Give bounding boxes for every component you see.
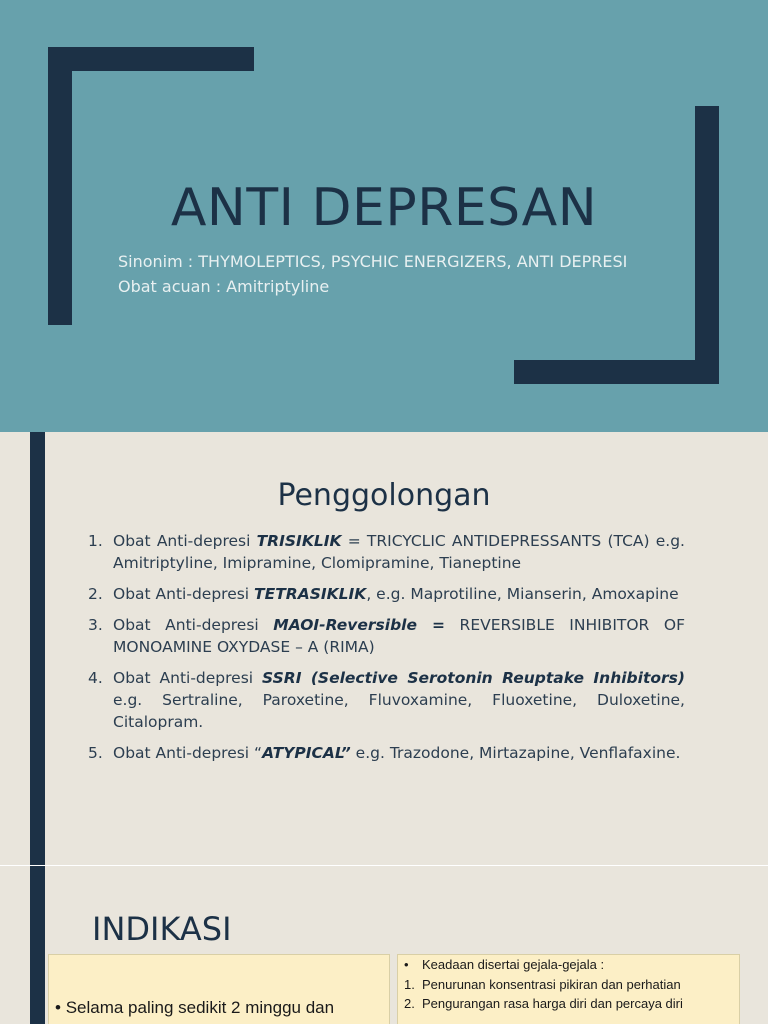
item-number: 3. — [88, 616, 103, 634]
item-number: 5. — [88, 744, 103, 762]
item-text: Obat Anti-depresi “ — [113, 744, 263, 762]
frame-corner-top-horizontal — [48, 47, 254, 71]
item-emphasis: MAOI-Reversible = — [273, 616, 445, 634]
list-item — [88, 614, 685, 658]
item-marker: 1. — [404, 976, 415, 992]
item-text: Obat Anti-depresi — [113, 585, 255, 603]
indication-slide — [0, 866, 768, 1024]
title-slide — [0, 0, 768, 432]
slide-title: ANTI DEPRESAN — [170, 178, 598, 238]
list-item — [398, 975, 739, 995]
item-text: REVERSIBLE INHIBITOR OF MONOAMINE OXYDASE – A (RIMA) — [113, 616, 685, 656]
indication-right-box — [397, 954, 740, 1024]
frame-corner-right-vertical — [695, 106, 719, 384]
item-text: Pengurangan rasa harga diri dan percaya diri — [422, 996, 683, 1011]
item-emphasis: TETRASIKLIK — [254, 585, 367, 603]
item-emphasis: SSRI (Selective Serotonin Reuptake Inhibitors) — [261, 669, 685, 687]
item-emphasis: ATYPICAL” — [262, 744, 351, 762]
item-number: 2. — [88, 585, 103, 603]
list-item — [398, 994, 739, 1014]
item-text: Obat Anti-depresi — [113, 532, 257, 550]
slide-heading: INDIKASI — [92, 910, 232, 948]
list-item — [88, 667, 685, 733]
item-text: Obat Anti-depresi — [113, 616, 274, 634]
item-text: Penurunan konsentrasi pikiran dan perhatian — [422, 976, 681, 992]
indication-left-box — [48, 954, 390, 1024]
item-text: = TRICYCLIC ANTIDEPRESSANTS (TCA) e.g. Amitriptyline, Imipramine, Clomipramine, Tianeptine — [113, 532, 685, 572]
item-text: Keadaan disertai gejala-gejala : — [422, 957, 605, 972]
list-item — [88, 583, 685, 605]
indication-bullet: • Selama paling sedikit 2 minggu dan — [55, 998, 335, 1017]
slide-heading: Penggolongan — [277, 478, 491, 513]
item-text: , e.g. Maprotiline, Mianserin, Amoxapine — [366, 585, 679, 603]
left-accent-bar — [30, 866, 45, 1024]
item-number: 4. — [88, 669, 103, 687]
list-item — [398, 955, 739, 975]
subtitle-reference-drug: Obat acuan : Amitriptyline — [118, 277, 330, 296]
item-text: e.g. Trazodone, Mirtazapine, Venflafaxine. — [350, 744, 681, 762]
item-text: Obat Anti-depresi — [113, 669, 262, 687]
item-marker: 2. — [404, 996, 415, 1011]
item-text: e.g. Sertraline, Paroxetine, Fluvoxamine, Fluoxetine, Duloxetine, Citalopram. — [113, 691, 685, 731]
item-marker: • — [404, 957, 409, 972]
item-number: 1. — [88, 532, 103, 550]
item-emphasis: TRISIKLIK — [256, 532, 342, 550]
subtitle-synonym: Sinonim : THYMOLEPTICS, PSYCHIC ENERGIZERS, ANTI DEPRESI — [118, 252, 628, 271]
frame-corner-bottom-horizontal — [514, 360, 719, 384]
list-item — [88, 742, 685, 764]
list-item — [88, 530, 685, 574]
bullet-text: Selama paling sedikit 2 minggu dan — [65, 998, 335, 1017]
classification-list — [88, 530, 685, 773]
classification-slide — [0, 432, 768, 865]
